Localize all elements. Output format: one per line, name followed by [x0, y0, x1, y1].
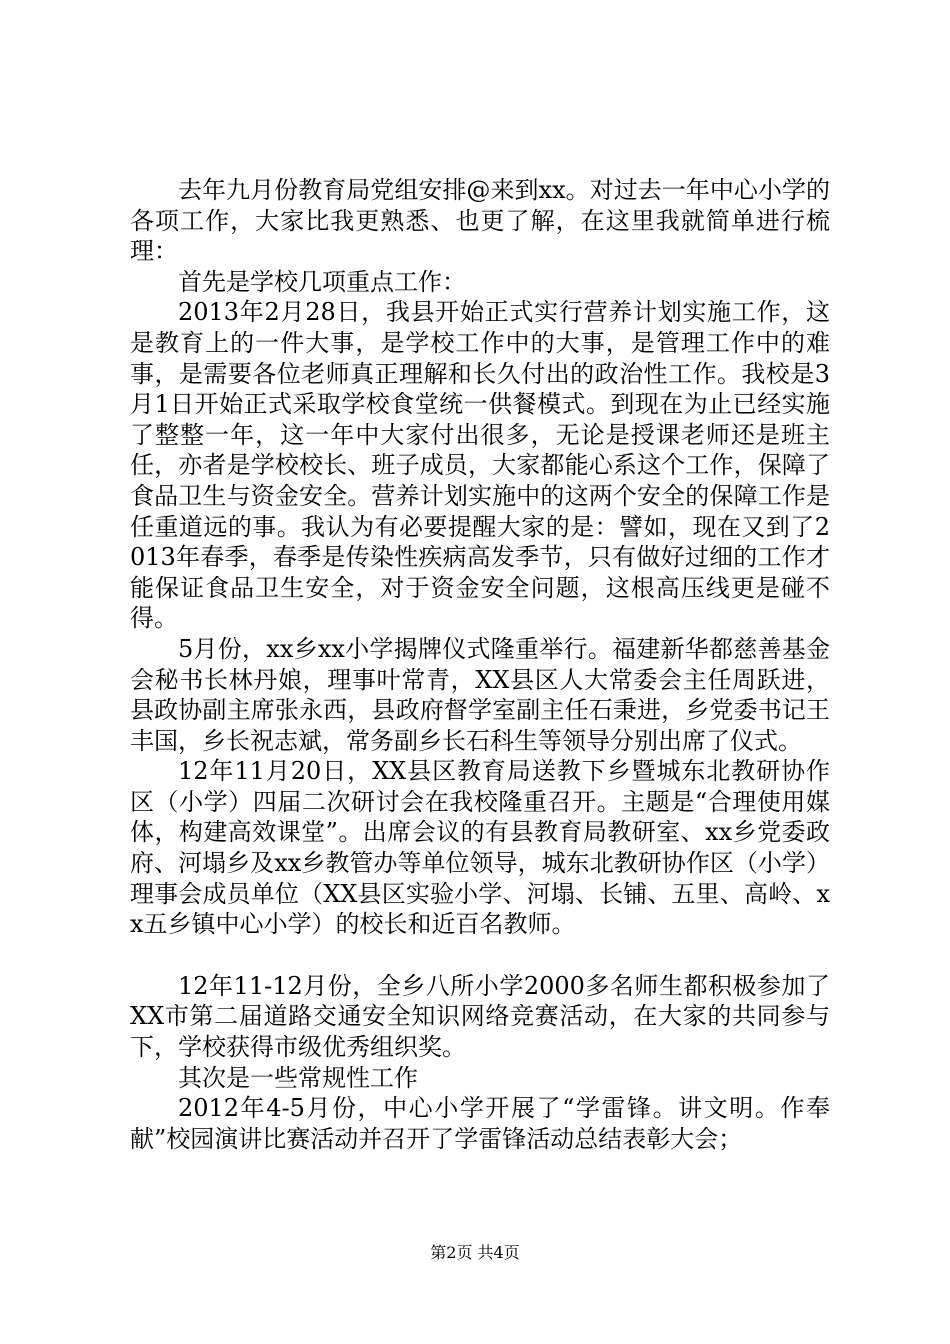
- paragraph-intro: 去年九月份教育局党组安排@来到xx。对过去一年中心小学的各项工作，大家比我更熟悉、也更了解，在这里我就简单进行梳理：: [130, 176, 830, 266]
- document-body: [130, 175, 830, 1154]
- page-footer: 第2页 共4页: [430, 1243, 520, 1262]
- paragraph-lei-feng-activity: 2012年4-5月份，中心小学开展了“学雷锋。讲文明。作奉献”校园演讲比赛活动并召开了学雷锋活动总结表彰大会；: [130, 1094, 830, 1153]
- paragraph-routine-work-heading: 其次是一些常规性工作: [178, 1063, 418, 1092]
- paragraph-spacer: [130, 940, 830, 971]
- paragraph-school-unveiling: 5月份，xx乡xx小学揭牌仪式隆重举行。福建新华都慈善基金会秘书长林丹娘，理事叶常青，XX县区人大常委会主任周跃进，县政协副主席张永西，县政府督学室副主任石秉进，乡党委书记王丰国，乡长祝志斌，常务副乡长石科生等领导分别出席了仪式。: [130, 634, 830, 755]
- paragraph-traffic-safety: 12年11-12月份，全乡八所小学2000多名师生都积极参加了XX市第二届道路交通安全知识网络竞赛活动，在大家的共同参与下，学校获得市级优秀组织奖。: [130, 971, 830, 1062]
- paragraph-nutrition-plan: 2013年2月28日，我县开始正式实行营养计划实施工作，这是教育上的一件大事，是学校工作中的大事，是管理工作中的难事，是需要各位老师真正理解和长久付出的政治性工作。我校是3月1日开始正式采取学校食堂统一供餐模式。到现在为止已经实施了整整一年，这一年中大家付出很多，无论是授课老师还是班主任，亦者是学校校长、班子成员，大家都能心系这个工作，保障了食品卫生与资金安全。营养计划实施中的这两个安全的保障工作是任重道远的事。我认为有必要提醒大家的是：譬如，现在又到了2013年春季，春季是传染性疾病高发季节，只有做好过细的工作才能保证食品卫生安全，对于资金安全问题，这根高压线更是碰不得。: [130, 298, 830, 633]
- paragraph-key-work-heading: 首先是学校几项重点工作：: [178, 267, 466, 296]
- paragraph-teaching-seminar: 12年11月20日，XX县区教育局送教下乡暨城东北教研协作区（小学）四届二次研讨会在我校隆重召开。主题是“合理使用媒体，构建高效课堂”。出席会议的有县教育局教研室、xx乡党委政府、河塌乡及xx乡教管办等单位领导，城东北教研协作区（小学）理事会成员单位（XX县区实验小学、河塌、长铺、五里、高岭、xx五乡镇中心小学）的校长和近百名教师。: [130, 757, 830, 939]
